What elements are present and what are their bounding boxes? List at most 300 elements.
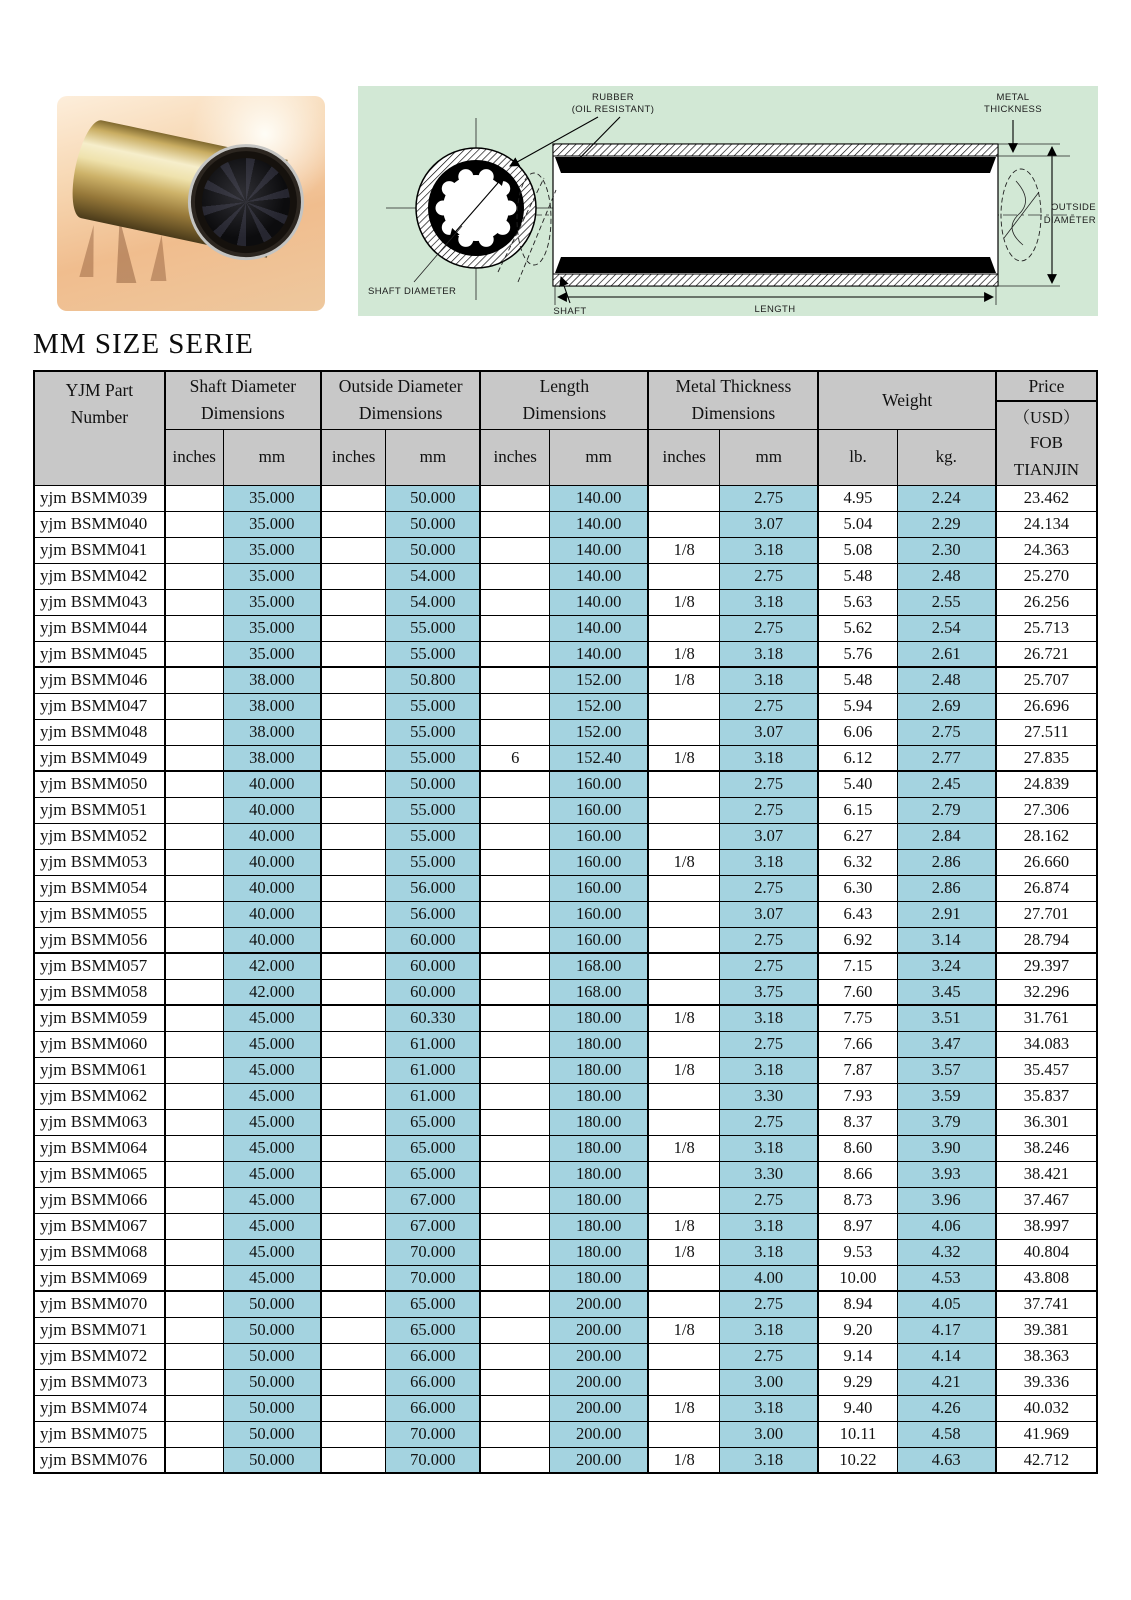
table-cell: 8.94 xyxy=(818,1291,897,1317)
table-cell: 3.00 xyxy=(720,1369,819,1395)
table-cell xyxy=(321,1005,386,1031)
table-cell: 3.18 xyxy=(720,1057,819,1083)
table-cell: 60.000 xyxy=(386,979,481,1005)
table-cell: 5.63 xyxy=(818,589,897,615)
table-cell: 6.06 xyxy=(818,719,897,745)
col-header-price: Price xyxy=(996,371,1097,401)
table-cell xyxy=(165,1109,223,1135)
table-cell: 2.75 xyxy=(720,771,819,797)
col-header-shaft-diameter: Shaft Diameter Dimensions xyxy=(165,371,321,429)
table-cell: 3.57 xyxy=(897,1057,996,1083)
table-cell: 32.296 xyxy=(996,979,1097,1005)
table-cell: 50.000 xyxy=(223,1421,321,1447)
table-cell xyxy=(480,1031,549,1057)
table-cell: 2.79 xyxy=(897,797,996,823)
table-cell xyxy=(165,641,223,667)
table-cell: 27.835 xyxy=(996,745,1097,771)
table-cell: 180.00 xyxy=(549,1083,648,1109)
part-number-cell: yjm BSMM058 xyxy=(34,979,165,1005)
table-cell: 140.00 xyxy=(549,589,648,615)
table-cell: 26.256 xyxy=(996,589,1097,615)
table-row xyxy=(34,1161,1097,1187)
table-cell: 160.00 xyxy=(549,901,648,927)
table-cell: 38.421 xyxy=(996,1161,1097,1187)
table-cell xyxy=(165,797,223,823)
table-row xyxy=(34,485,1097,511)
table-row xyxy=(34,1317,1097,1343)
table-cell: 168.00 xyxy=(549,953,648,979)
table-cell: 180.00 xyxy=(549,1005,648,1031)
table-cell: 45.000 xyxy=(223,1265,321,1291)
table-cell: 1/8 xyxy=(648,537,719,563)
table-cell xyxy=(321,563,386,589)
table-cell xyxy=(321,537,386,563)
rubber-label: RUBBER xyxy=(592,92,634,103)
table-cell: 6.12 xyxy=(818,745,897,771)
table-cell: 35.000 xyxy=(223,511,321,537)
table-cell xyxy=(480,1369,549,1395)
table-cell xyxy=(165,1005,223,1031)
table-row xyxy=(34,1083,1097,1109)
table-cell: 9.53 xyxy=(818,1239,897,1265)
table-cell: 24.134 xyxy=(996,511,1097,537)
table-cell: 3.18 xyxy=(720,667,819,693)
table-cell: 25.707 xyxy=(996,667,1097,693)
table-cell xyxy=(165,537,223,563)
table-cell: 37.467 xyxy=(996,1187,1097,1213)
table-cell: 24.839 xyxy=(996,771,1097,797)
table-cell xyxy=(321,641,386,667)
shaft-label: SHAFT xyxy=(553,306,587,316)
table-cell xyxy=(165,823,223,849)
top-section xyxy=(33,86,1098,316)
subheader-lb: lb. xyxy=(818,429,897,485)
table-cell: 1/8 xyxy=(648,1213,719,1239)
table-cell xyxy=(165,1447,223,1473)
table-cell xyxy=(165,1291,223,1317)
table-cell: 3.51 xyxy=(897,1005,996,1031)
table-cell xyxy=(165,979,223,1005)
table-cell: 4.00 xyxy=(720,1265,819,1291)
part-number-cell: yjm BSMM076 xyxy=(34,1447,165,1473)
table-cell xyxy=(648,1343,719,1369)
table-cell xyxy=(165,1083,223,1109)
table-cell xyxy=(165,1161,223,1187)
subheader-shaft-mm: mm xyxy=(223,429,321,485)
table-cell: 61.000 xyxy=(386,1057,481,1083)
table-cell: 3.93 xyxy=(897,1161,996,1187)
table-cell: 35.000 xyxy=(223,563,321,589)
table-cell: 4.58 xyxy=(897,1421,996,1447)
table-cell: 2.77 xyxy=(897,745,996,771)
table-row xyxy=(34,1395,1097,1421)
table-cell: 56.000 xyxy=(386,901,481,927)
table-cell: 3.18 xyxy=(720,1447,819,1473)
table-cell: 7.87 xyxy=(818,1057,897,1083)
table-cell xyxy=(321,1291,386,1317)
table-cell xyxy=(321,1187,386,1213)
table-cell xyxy=(480,511,549,537)
table-cell: 54.000 xyxy=(386,589,481,615)
table-cell: 3.18 xyxy=(720,849,819,875)
table-cell: 1/8 xyxy=(648,745,719,771)
part-number-cell: yjm BSMM045 xyxy=(34,641,165,667)
table-cell xyxy=(165,1057,223,1083)
table-cell: 3.47 xyxy=(897,1031,996,1057)
table-cell xyxy=(165,511,223,537)
table-cell xyxy=(648,511,719,537)
table-cell xyxy=(165,1343,223,1369)
table-cell xyxy=(480,1005,549,1031)
table-cell xyxy=(321,719,386,745)
table-row xyxy=(34,771,1097,797)
table-cell xyxy=(165,1395,223,1421)
table-cell: 27.701 xyxy=(996,901,1097,927)
table-cell: 40.000 xyxy=(223,823,321,849)
table-cell: 8.97 xyxy=(818,1213,897,1239)
table-cell: 35.000 xyxy=(223,615,321,641)
table-row xyxy=(34,1239,1097,1265)
metal-thickness-sublabel: THICKNESS xyxy=(984,104,1042,115)
table-cell xyxy=(165,953,223,979)
part-number-cell: yjm BSMM061 xyxy=(34,1057,165,1083)
table-cell: 65.000 xyxy=(386,1161,481,1187)
table-cell xyxy=(165,589,223,615)
table-cell xyxy=(648,979,719,1005)
table-cell xyxy=(480,1317,549,1343)
table-cell: 1/8 xyxy=(648,1317,719,1343)
table-cell: 2.75 xyxy=(720,485,819,511)
table-cell xyxy=(321,693,386,719)
table-cell: 180.00 xyxy=(549,1057,648,1083)
table-cell: 61.000 xyxy=(386,1083,481,1109)
bearing-fluted-bore xyxy=(194,150,298,254)
table-cell: 180.00 xyxy=(549,1161,648,1187)
table-cell: 4.53 xyxy=(897,1265,996,1291)
part-number-cell: yjm BSMM050 xyxy=(34,771,165,797)
table-cell: 50.000 xyxy=(223,1317,321,1343)
table-cell: 66.000 xyxy=(386,1395,481,1421)
table-cell xyxy=(648,615,719,641)
table-cell xyxy=(321,927,386,953)
part-number-cell: yjm BSMM055 xyxy=(34,901,165,927)
table-cell xyxy=(480,927,549,953)
table-cell xyxy=(648,875,719,901)
table-cell xyxy=(648,953,719,979)
table-cell xyxy=(480,901,549,927)
table-cell: 2.75 xyxy=(720,927,819,953)
table-cell xyxy=(648,1369,719,1395)
part-number-cell: yjm BSMM069 xyxy=(34,1265,165,1291)
table-cell: 5.04 xyxy=(818,511,897,537)
table-cell: 140.00 xyxy=(549,641,648,667)
subheader-od-mm: mm xyxy=(386,429,481,485)
table-row xyxy=(34,979,1097,1005)
part-number-cell: yjm BSMM060 xyxy=(34,1031,165,1057)
table-cell: 140.00 xyxy=(549,485,648,511)
table-cell: 40.000 xyxy=(223,927,321,953)
bearing-diagram-svg xyxy=(358,86,1098,316)
metal-thickness-label: METAL xyxy=(996,92,1030,103)
table-cell xyxy=(480,615,549,641)
table-cell: 140.00 xyxy=(549,563,648,589)
table-cell: 2.55 xyxy=(897,589,996,615)
table-cell: 38.000 xyxy=(223,719,321,745)
table-cell: 200.00 xyxy=(549,1421,648,1447)
table-cell xyxy=(321,1395,386,1421)
part-number-cell: yjm BSMM068 xyxy=(34,1239,165,1265)
table-cell: 180.00 xyxy=(549,1265,648,1291)
table-cell: 8.37 xyxy=(818,1109,897,1135)
table-cell: 160.00 xyxy=(549,771,648,797)
table-cell: 1/8 xyxy=(648,1447,719,1473)
col-header-length: Length Dimensions xyxy=(480,371,648,429)
table-row xyxy=(34,1265,1097,1291)
subheader-fob: FOB TIANJIN xyxy=(996,429,1097,485)
part-number-cell: yjm BSMM042 xyxy=(34,563,165,589)
table-cell: 160.00 xyxy=(549,875,648,901)
table-cell: 2.75 xyxy=(897,719,996,745)
table-cell: 3.07 xyxy=(720,719,819,745)
table-cell xyxy=(480,1265,549,1291)
table-cell xyxy=(480,1213,549,1239)
table-cell: 70.000 xyxy=(386,1421,481,1447)
side-view xyxy=(498,144,1041,286)
table-cell xyxy=(480,979,549,1005)
table-cell: 54.000 xyxy=(386,563,481,589)
table-cell: 8.60 xyxy=(818,1135,897,1161)
table-cell xyxy=(321,1421,386,1447)
table-cell: 55.000 xyxy=(386,849,481,875)
table-cell: 2.86 xyxy=(897,849,996,875)
table-cell xyxy=(480,1343,549,1369)
table-cell: 38.000 xyxy=(223,693,321,719)
bearing-diagram xyxy=(358,86,1098,316)
table-cell: 61.000 xyxy=(386,1031,481,1057)
table-cell xyxy=(648,693,719,719)
subheader-length-mm: mm xyxy=(549,429,648,485)
table-cell: 2.75 xyxy=(720,1291,819,1317)
table-cell: 45.000 xyxy=(223,1161,321,1187)
table-cell: 7.60 xyxy=(818,979,897,1005)
table-cell xyxy=(480,1239,549,1265)
table-cell: 1/8 xyxy=(648,589,719,615)
table-cell: 60.000 xyxy=(386,953,481,979)
table-cell: 6 xyxy=(480,745,549,771)
table-cell xyxy=(648,1265,719,1291)
table-cell: 5.40 xyxy=(818,771,897,797)
table-cell: 152.00 xyxy=(549,719,648,745)
table-cell xyxy=(165,1317,223,1343)
table-cell: 152.00 xyxy=(549,667,648,693)
table-cell: 4.06 xyxy=(897,1213,996,1239)
table-cell: 8.73 xyxy=(818,1187,897,1213)
table-row xyxy=(34,719,1097,745)
table-cell: 200.00 xyxy=(549,1291,648,1317)
table-cell xyxy=(648,719,719,745)
table-cell: 7.15 xyxy=(818,953,897,979)
table-cell: 1/8 xyxy=(648,1005,719,1031)
table-cell: 38.246 xyxy=(996,1135,1097,1161)
table-cell: 65.000 xyxy=(386,1291,481,1317)
part-number-cell: yjm BSMM073 xyxy=(34,1369,165,1395)
table-cell xyxy=(480,1421,549,1447)
table-cell: 23.462 xyxy=(996,485,1097,511)
table-cell: 37.741 xyxy=(996,1291,1097,1317)
table-cell: 4.32 xyxy=(897,1239,996,1265)
table-cell xyxy=(648,1421,719,1447)
table-cell: 152.40 xyxy=(549,745,648,771)
table-cell: 2.48 xyxy=(897,667,996,693)
table-body xyxy=(34,485,1097,1473)
table-cell: 140.00 xyxy=(549,615,648,641)
table-cell xyxy=(165,667,223,693)
table-cell: 1/8 xyxy=(648,849,719,875)
subheader-kg: kg. xyxy=(897,429,996,485)
table-cell xyxy=(321,875,386,901)
table-cell: 55.000 xyxy=(386,745,481,771)
table-row xyxy=(34,1343,1097,1369)
table-row xyxy=(34,511,1097,537)
table-cell: 65.000 xyxy=(386,1317,481,1343)
table-row xyxy=(34,901,1097,927)
table-cell: 200.00 xyxy=(549,1369,648,1395)
table-cell: 1/8 xyxy=(648,1135,719,1161)
table-cell: 39.381 xyxy=(996,1317,1097,1343)
table-cell: 160.00 xyxy=(549,849,648,875)
part-number-cell: yjm BSMM057 xyxy=(34,953,165,979)
part-number-cell: yjm BSMM043 xyxy=(34,589,165,615)
table-cell xyxy=(165,1421,223,1447)
part-number-cell: yjm BSMM052 xyxy=(34,823,165,849)
table-row xyxy=(34,1447,1097,1473)
length-label: LENGTH xyxy=(754,304,796,315)
table-cell xyxy=(321,1083,386,1109)
table-cell: 4.95 xyxy=(818,485,897,511)
table-cell: 9.40 xyxy=(818,1395,897,1421)
table-cell: 35.000 xyxy=(223,485,321,511)
table-cell xyxy=(480,1395,549,1421)
table-cell xyxy=(165,719,223,745)
table-row xyxy=(34,563,1097,589)
table-row xyxy=(34,1369,1097,1395)
table-cell: 1/8 xyxy=(648,1395,719,1421)
part-number-cell: yjm BSMM063 xyxy=(34,1109,165,1135)
table-cell: 56.000 xyxy=(386,875,481,901)
table-cell: 3.07 xyxy=(720,511,819,537)
table-cell: 66.000 xyxy=(386,1369,481,1395)
table-cell xyxy=(648,1031,719,1057)
table-cell: 2.75 xyxy=(720,1187,819,1213)
table-cell xyxy=(321,745,386,771)
table-cell xyxy=(480,953,549,979)
table-cell xyxy=(480,1187,549,1213)
table-cell: 3.18 xyxy=(720,537,819,563)
table-cell xyxy=(321,1369,386,1395)
table-cell: 140.00 xyxy=(549,537,648,563)
table-cell: 50.000 xyxy=(223,1343,321,1369)
table-row xyxy=(34,693,1097,719)
table-cell: 50.000 xyxy=(386,511,481,537)
table-cell: 140.00 xyxy=(549,511,648,537)
table-cell: 29.397 xyxy=(996,953,1097,979)
table-cell: 10.11 xyxy=(818,1421,897,1447)
table-row xyxy=(34,1291,1097,1317)
table-cell: 26.874 xyxy=(996,875,1097,901)
table-cell: 26.696 xyxy=(996,693,1097,719)
table-cell: 70.000 xyxy=(386,1265,481,1291)
part-number-cell: yjm BSMM049 xyxy=(34,745,165,771)
table-cell: 50.000 xyxy=(223,1395,321,1421)
table-cell: 3.30 xyxy=(720,1161,819,1187)
table-cell xyxy=(648,1291,719,1317)
table-cell: 3.18 xyxy=(720,589,819,615)
table-cell xyxy=(165,1213,223,1239)
table-cell: 40.000 xyxy=(223,849,321,875)
table-cell xyxy=(165,1369,223,1395)
table-cell: 45.000 xyxy=(223,1187,321,1213)
table-cell: 1/8 xyxy=(648,667,719,693)
table-cell xyxy=(321,901,386,927)
part-number-cell: yjm BSMM059 xyxy=(34,1005,165,1031)
table-cell: 36.301 xyxy=(996,1109,1097,1135)
table-cell xyxy=(648,1109,719,1135)
table-cell: 2.75 xyxy=(720,1109,819,1135)
part-number-cell: yjm BSMM066 xyxy=(34,1187,165,1213)
table-cell: 3.18 xyxy=(720,1239,819,1265)
table-cell xyxy=(165,1135,223,1161)
table-cell xyxy=(165,1031,223,1057)
table-row xyxy=(34,1421,1097,1447)
table-cell: 40.804 xyxy=(996,1239,1097,1265)
table-cell xyxy=(480,1161,549,1187)
table-row xyxy=(34,589,1097,615)
table-cell xyxy=(480,771,549,797)
table-cell xyxy=(165,1239,223,1265)
table-cell: 45.000 xyxy=(223,1057,321,1083)
table-cell: 2.75 xyxy=(720,615,819,641)
table-row xyxy=(34,797,1097,823)
subheader-mt-mm: mm xyxy=(720,429,819,485)
col-header-metal-thickness: Metal Thickness Dimensions xyxy=(648,371,818,429)
table-cell: 3.18 xyxy=(720,1135,819,1161)
part-number-cell: yjm BSMM075 xyxy=(34,1421,165,1447)
part-number-cell: yjm BSMM040 xyxy=(34,511,165,537)
table-cell xyxy=(165,927,223,953)
part-number-cell: yjm BSMM070 xyxy=(34,1291,165,1317)
table-cell xyxy=(648,1187,719,1213)
table-cell xyxy=(321,589,386,615)
table-cell: 200.00 xyxy=(549,1395,648,1421)
table-cell: 3.18 xyxy=(720,641,819,667)
table-cell xyxy=(321,1265,386,1291)
shaft-diameter-label: SHAFT DIAMETER xyxy=(368,286,457,297)
table-cell: 200.00 xyxy=(549,1317,648,1343)
table-cell: 6.30 xyxy=(818,875,897,901)
table-cell xyxy=(321,1343,386,1369)
table-cell: 55.000 xyxy=(386,615,481,641)
table-cell xyxy=(321,1447,386,1473)
table-cell xyxy=(165,901,223,927)
table-cell: 3.18 xyxy=(720,1213,819,1239)
table-cell: 5.08 xyxy=(818,537,897,563)
table-cell: 152.00 xyxy=(549,693,648,719)
table-cell xyxy=(321,1161,386,1187)
table-cell: 2.75 xyxy=(720,563,819,589)
part-number-cell: yjm BSMM072 xyxy=(34,1343,165,1369)
part-number-cell: yjm BSMM067 xyxy=(34,1213,165,1239)
table-cell: 60.330 xyxy=(386,1005,481,1031)
